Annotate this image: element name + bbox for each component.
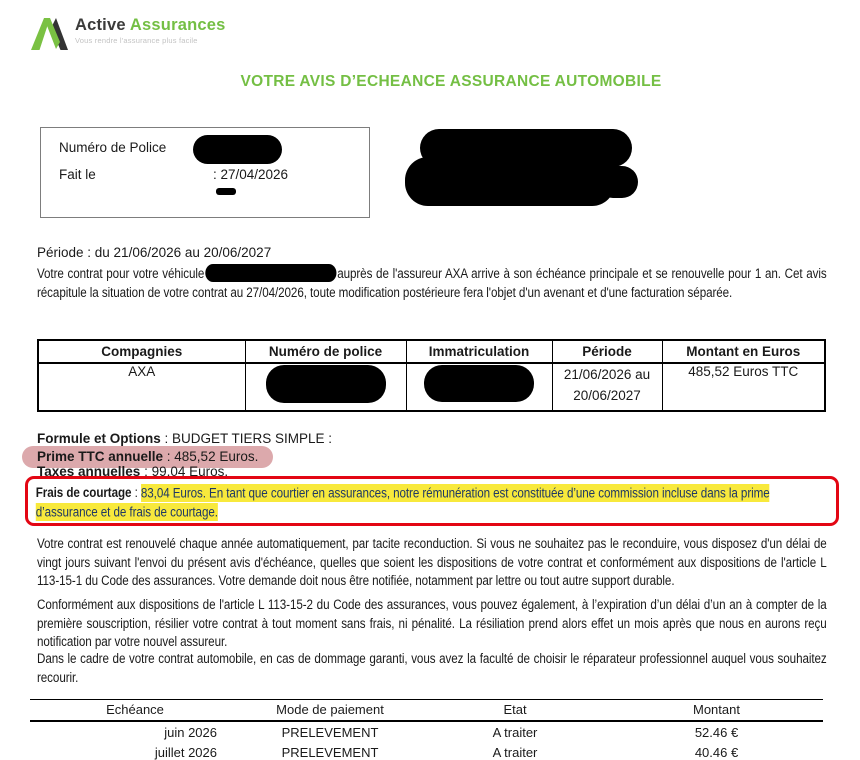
- cell-etat: A traiter: [492, 745, 538, 760]
- logo-text: [75, 16, 225, 45]
- taxes-label: Taxes annuelles: [37, 464, 141, 479]
- intro-before: Votre contrat pour votre véhicule: [37, 266, 205, 281]
- contract-table-row: [38, 363, 825, 411]
- prime-value: : 485,52 Euros.: [163, 449, 259, 464]
- cell-period: 21/06/2026 au 20/06/2027: [552, 363, 662, 411]
- date-value: : 27/04/2026: [213, 167, 289, 182]
- cell-montant: 52.46 €: [694, 725, 739, 740]
- cell-mode: PRELEVEMENT: [281, 725, 379, 740]
- schedule-row: [30, 742, 823, 760]
- courtage-highlighted-text: 83,04 Euros. En tant que courtier en assurances, notre rémunération est constituée d’une commission incluse dans la prime d’assurance et de frais de courtage.: [35, 485, 770, 520]
- cell-company: AXA: [38, 363, 245, 411]
- cell-montant: 40.46 €: [694, 745, 739, 760]
- repairer-paragraph: Dans le cadre de votre contrat automobile, en cas de dommage garanti, vous avez la faculté de choisir le réparateur professionnel auquel vous souhaitez recourir.: [37, 651, 827, 685]
- contract-table: [37, 339, 826, 412]
- header-compagnies: Compagnies: [38, 340, 245, 363]
- header-etat: Etat: [420, 700, 610, 722]
- cell-policy-number: [245, 363, 406, 411]
- mountain-logo-icon: [30, 16, 68, 57]
- cell-amount: 485,52 Euros TTC: [662, 363, 825, 411]
- header-immatriculation: Immatriculation: [406, 340, 552, 363]
- company-logo: [30, 16, 225, 57]
- courtage-text-block: [28, 479, 826, 526]
- policy-number-label: Numéro de Police: [59, 140, 167, 155]
- taxes-value: : 99,04 Euros.: [140, 464, 229, 479]
- intro-after: auprès de l'assureur AXA arrive à son échéance principale et se renouvelle pour 1 an. Cet avis récapitule la situation de votre contrat au 27/04/2026, toute modification postérieure fera l'objet d'un avenant et d'une facturation séparée.: [37, 266, 827, 300]
- courtage-emphasis-box: [25, 476, 839, 526]
- courtage-separator: :: [131, 485, 141, 500]
- prime-label: Prime TTC annuelle: [37, 449, 164, 464]
- document-title: VOTRE AVIS D’ECHEANCE ASSURANCE AUTOMOBILE: [240, 73, 662, 90]
- header-echeance: Echéance: [30, 700, 240, 722]
- header-montant-schedule: Montant: [610, 700, 823, 722]
- header-periode: Période: [552, 340, 662, 363]
- redaction-small-mark: [216, 188, 236, 195]
- contract-table-header-row: [38, 340, 825, 363]
- redaction-address-3: [597, 166, 638, 198]
- header-numero-police: Numéro de police: [245, 340, 406, 363]
- schedule-header-row: [30, 700, 823, 722]
- redaction-policy-number: [193, 135, 282, 164]
- schedule-row: [30, 721, 823, 742]
- redaction-immat-cell: [424, 365, 534, 402]
- resiliation-paragraph: Conformément aux dispositions de l'article L 113-15-2 du Code des assurances, vous pouvez également, à l’expiration d’un délai d’un an à compter de la première souscription, résilier votre contrat à tout moment sans frais, ni pénalité. La résiliation prend alors effet un mois après que nous en aurons reçu notification par votre nouvel assureur.: [37, 597, 827, 649]
- courtage-label: Frais de courtage: [35, 485, 132, 500]
- redaction-policy-cell: [266, 365, 386, 403]
- redaction-vehicle: [205, 264, 336, 282]
- header-mode-paiement: Mode de paiement: [240, 700, 420, 722]
- date-label: Fait le: [59, 167, 96, 182]
- cell-echeance: juin 2026: [164, 725, 217, 740]
- formule-value: : BUDGET TIERS SIMPLE :: [160, 431, 333, 446]
- header-montant: Montant en Euros: [662, 340, 825, 363]
- schedule-table: [30, 699, 823, 760]
- policy-info-box: [40, 127, 370, 218]
- cell-mode: PRELEVEMENT: [281, 745, 379, 760]
- cell-echeance: juillet 2026: [154, 745, 217, 760]
- renewal-paragraph: Votre contrat est renouvelé chaque année automatiquement, par tacite reconduction. Si vous ne souhaitez pas le reconduire, vous disposez d'un délai de vingt jours suivant l'envoi du présent avis d'échéance, quelles que soient les dispositions de votre contrat et conformément aux dispositions de l'article L 113-15-1 du Code des assurances. Votre demande doit nous être notifiée, notamment par lettre ou tout autre support durable.: [37, 536, 827, 588]
- formule-label: Formule et Options: [37, 431, 161, 446]
- cell-etat: A traiter: [492, 725, 538, 740]
- redaction-address-2: [405, 157, 615, 206]
- intro-paragraph: [37, 264, 827, 302]
- period-line: Période : du 21/06/2026 au 20/06/2027: [37, 245, 272, 260]
- brand-name: Active Assurances: [75, 16, 226, 34]
- brand-tagline: Vous rendre l'assurance plus facile: [75, 36, 198, 45]
- formule-line: [37, 431, 332, 446]
- cell-immatriculation: [406, 363, 552, 411]
